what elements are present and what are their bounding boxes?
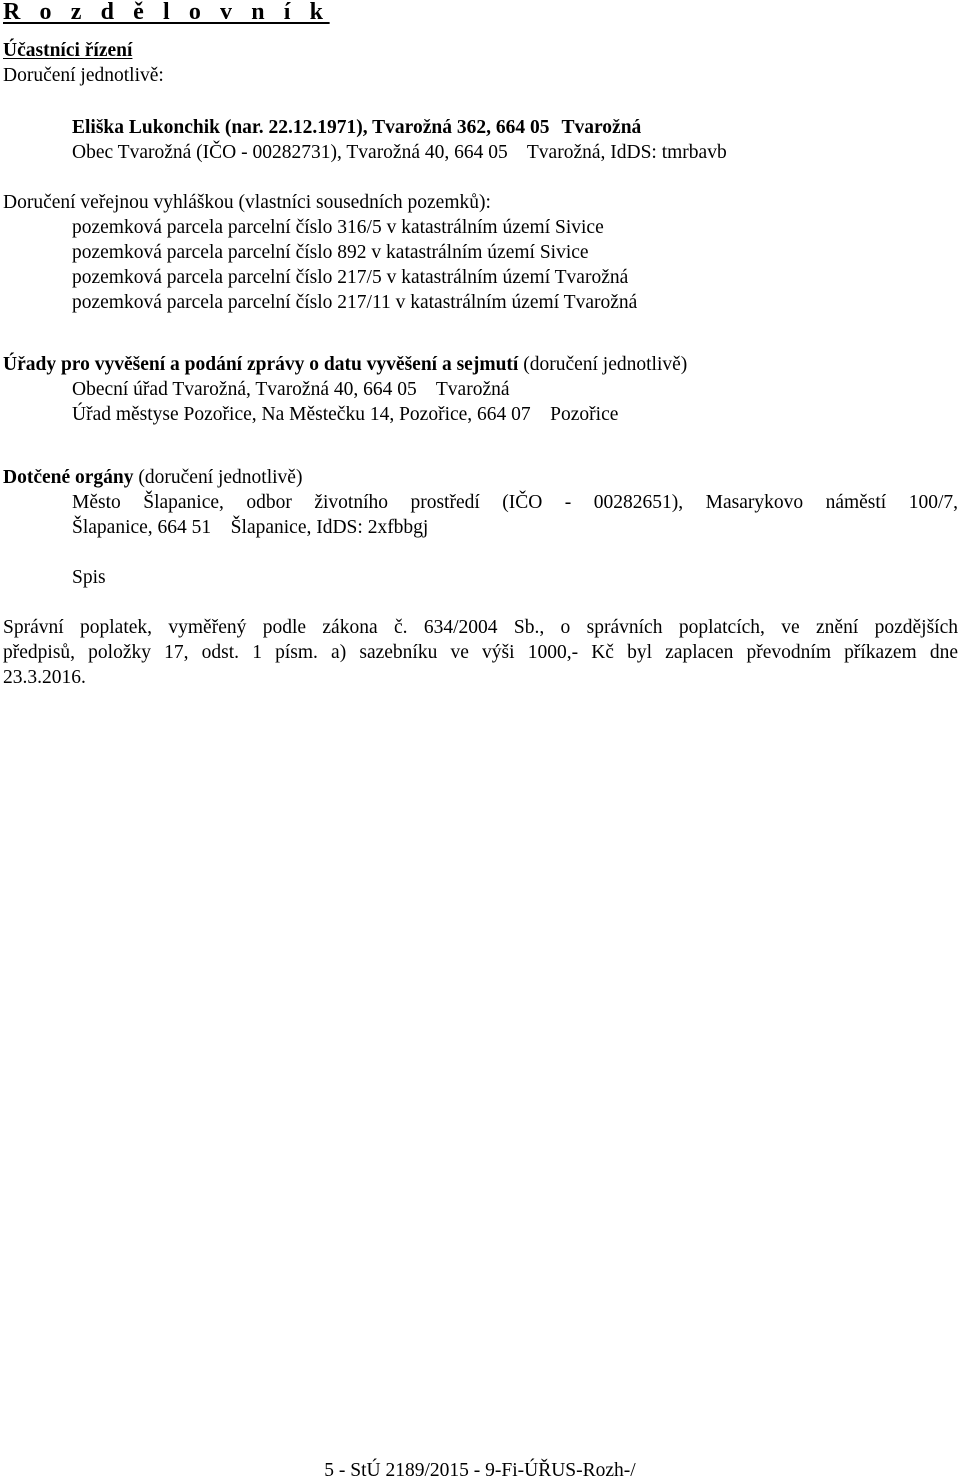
office-item: Úřad městyse Pozořice, Na Městečku 14, Pozořice, 664 07 Pozořice xyxy=(72,404,619,425)
parcel-item: pozemková parcela parcelní číslo 892 v katastrálním území Sivice xyxy=(72,242,589,263)
fee-line-3: 23.3.2016. xyxy=(3,667,86,688)
parcel-item: pozemková parcela parcelní číslo 316/5 v katastrálním území Sivice xyxy=(72,217,604,238)
parcel-item: pozemková parcela parcelní číslo 217/11 v katastrálním území Tvarožná xyxy=(72,292,638,313)
spis-label: Spis xyxy=(72,567,106,588)
authority-line-2: Šlapanice, 664 51 Šlapanice, IdDS: 2xfbbgj xyxy=(72,517,429,538)
offices-heading: Úřady pro vyvěšení a podání zprávy o datu vyvěšení a sejmutí (doručení jednotlivě) xyxy=(3,354,688,375)
fee-line-1: Správní poplatek, vyměřený podle zákona č. 634/2004 Sb., o správních poplatcích, ve znění pozdějších xyxy=(3,617,958,638)
delivery-public-label: Doručení veřejnou vyhláškou (vlastníci sousedních pozemků): xyxy=(3,192,491,213)
page-footer: 5 - StÚ 2189/2015 - 9-Fi-ÚŘUS-Rozh-/ xyxy=(324,1460,636,1481)
fee-line-2: předpisů, položky 17, odst. 1 písm. a) sazebníku ve výši 1000,- Kč byl zaplacen převodním příkazem dne xyxy=(3,642,958,663)
office-item: Obecní úřad Tvarožná, Tvarožná 40, 664 05 Tvarožná xyxy=(72,379,510,400)
delivery-individual-label: Doručení jednotlivě: xyxy=(3,65,164,86)
participant-person: Eliška Lukonchik (nar. 22.12.1971), Tvarožná 362, 664 05 Tvarožná xyxy=(72,117,642,138)
authorities-heading: Dotčené orgány (doručení jednotlivě) xyxy=(3,467,303,488)
participants-heading: Účastníci řízení xyxy=(3,40,133,61)
participant-municipality: Obec Tvarožná (IČO - 00282731), Tvarožná 40, 664 05 Tvarožná, IdDS: tmrbavb xyxy=(72,142,727,163)
authority-line-1: Město Šlapanice, odbor životního prostředí (IČO - 00282651), Masarykovo náměstí 100/7, xyxy=(72,492,958,513)
parcel-item: pozemková parcela parcelní číslo 217/5 v katastrálním území Tvarožná xyxy=(72,267,629,288)
page-title: R o z d ě l o v n í k xyxy=(3,0,330,25)
